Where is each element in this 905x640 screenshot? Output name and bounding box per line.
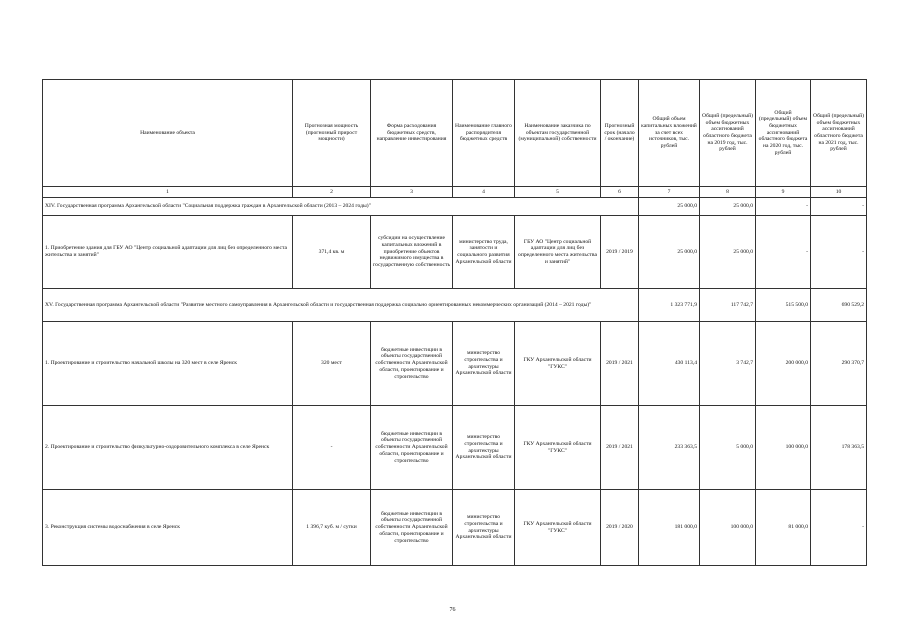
section-title: XV. Государственная программа Архангельской области "Развитие местного самоуправления в Архангельской области и государственная поддержка социально ориентированных некоммерческих организаций (2014 – 2021 годы)" bbox=[43, 289, 639, 322]
section-total: 1 323 771,9 bbox=[639, 289, 700, 322]
object-2020: 200 000,0 bbox=[756, 322, 811, 406]
table-row bbox=[43, 322, 867, 406]
section-row bbox=[43, 198, 867, 216]
object-spending-form: бюджетные инвестиции в объекты государственной собственности Архангельской области, проектирование и строительство bbox=[371, 490, 453, 566]
column-number: 2 bbox=[293, 187, 371, 198]
object-2020: 81 000,0 bbox=[756, 490, 811, 566]
object-spending-form: бюджетные инвестиции в объекты государственной собственности Архангельской области, проектирование и строительство bbox=[371, 406, 453, 490]
object-period: 2019 / 2021 bbox=[601, 406, 639, 490]
column-number: 10 bbox=[811, 187, 867, 198]
column-number: 6 bbox=[601, 187, 639, 198]
header-period: Прогнозный срок (начало / окончание) bbox=[601, 80, 639, 187]
object-2019: 25 000,0 bbox=[700, 216, 756, 289]
object-manager: министерство строительства и архитектуры Архангельской области bbox=[453, 322, 515, 406]
object-customer: ГКУ Архангельской области "ГУКС" bbox=[515, 406, 601, 490]
header-budget-2020: Общий (предельный) объем бюджетных ассигнований областного бюджета на 2020 год, тыс. рублей bbox=[756, 80, 811, 187]
header-total-investment: Общий объем капитальных вложений за счет всех источников, тыс. рублей bbox=[639, 80, 700, 187]
column-number: 9 bbox=[756, 187, 811, 198]
section-2019: 117 742,7 bbox=[700, 289, 756, 322]
object-total: 233 363,5 bbox=[639, 406, 700, 490]
header-capacity: Прогнозная мощность (прогнозный прирост мощности) bbox=[293, 80, 371, 187]
section-title: XIV. Государственная программа Архангельской области "Социальная поддержка граждан в Архангельской области (2013 – 2024 годы)" bbox=[43, 198, 639, 216]
object-2020: - bbox=[756, 216, 811, 289]
section-2021: 690 529,2 bbox=[811, 289, 867, 322]
header-budget-manager: Наименование главного распорядителя бюджетных средств bbox=[453, 80, 515, 187]
table-row bbox=[43, 490, 867, 566]
object-name: 3. Реконструкция системы водоснабжения в селе Яренск bbox=[43, 490, 293, 566]
section-total: 25 000,0 bbox=[639, 198, 700, 216]
section-2019: 25 000,0 bbox=[700, 198, 756, 216]
object-2021: 178 363,5 bbox=[811, 406, 867, 490]
object-2019: 3 742,7 bbox=[700, 322, 756, 406]
object-name: 1. Проектирование и строительство начальной школы на 320 мест в селе Яренск bbox=[43, 322, 293, 406]
header-customer: Наименование заказчика по объектам государственной (муниципальной) собственности bbox=[515, 80, 601, 187]
object-capacity: 371,4 кв. м bbox=[293, 216, 371, 289]
column-number: 8 bbox=[700, 187, 756, 198]
header-budget-2021: Общий (предельный) объем бюджетных ассигнований областного бюджета на 2021 год, тыс. рублей bbox=[811, 80, 867, 187]
object-2019: 100 000,0 bbox=[700, 490, 756, 566]
column-number: 5 bbox=[515, 187, 601, 198]
object-spending-form: субсидии на осуществление капитальных вложений в приобретение объектов недвижимого имущества в государственную собственность bbox=[371, 216, 453, 289]
object-2021: - bbox=[811, 216, 867, 289]
object-customer: ГКУ Архангельской области "ГУКС" bbox=[515, 490, 601, 566]
section-2020: - bbox=[756, 198, 811, 216]
header-row bbox=[43, 80, 867, 187]
table-row bbox=[43, 216, 867, 289]
object-name: 1. Приобретение здания для ГБУ АО "Центр социальной адаптации для лиц без определенного места жительства и занятий" bbox=[43, 216, 293, 289]
object-spending-form: бюджетные инвестиции в объекты государственной собственности Архангельской области, проектирование и строительство bbox=[371, 322, 453, 406]
section-2020: 515 500,0 bbox=[756, 289, 811, 322]
header-spending-form: Форма расходования бюджетных средств, направление инвестирования bbox=[371, 80, 453, 187]
object-customer: ГКУ Архангельской области "ГУКС" bbox=[515, 322, 601, 406]
header-budget-2019: Общий (предельный) объем бюджетных ассигнований областного бюджета на 2019 год, тыс. рублей bbox=[700, 80, 756, 187]
column-number-row bbox=[43, 187, 867, 198]
object-manager: министерство труда, занятости и социального развития Архангельской области bbox=[453, 216, 515, 289]
object-manager: министерство строительства и архитектуры Архангельской области bbox=[453, 406, 515, 490]
object-2021: 290 370,7 bbox=[811, 322, 867, 406]
page-number: 76 bbox=[449, 607, 456, 613]
object-name: 2. Проектирование и строительство физкультурно-оздоровительного комплекса в селе Яренск bbox=[43, 406, 293, 490]
section-2021: - bbox=[811, 198, 867, 216]
column-number: 1 bbox=[43, 187, 293, 198]
column-number: 4 bbox=[453, 187, 515, 198]
column-number: 7 bbox=[639, 187, 700, 198]
object-period: 2019 / 2020 bbox=[601, 490, 639, 566]
object-total: 25 000,0 bbox=[639, 216, 700, 289]
header-object-name: Наименование объекта bbox=[43, 80, 293, 187]
object-2021: - bbox=[811, 490, 867, 566]
section-row bbox=[43, 289, 867, 322]
object-2019: 5 000,0 bbox=[700, 406, 756, 490]
object-2020: 100 000,0 bbox=[756, 406, 811, 490]
object-capacity: 320 мест bbox=[293, 322, 371, 406]
investment-table bbox=[42, 79, 867, 566]
object-capacity: - bbox=[293, 406, 371, 490]
object-period: 2019 / 2019 bbox=[601, 216, 639, 289]
table-row bbox=[43, 406, 867, 490]
object-manager: министерство строительства и архитектуры Архангельской области bbox=[453, 490, 515, 566]
object-total: 181 000,0 bbox=[639, 490, 700, 566]
object-capacity: 1 396,7 куб. м / сутки bbox=[293, 490, 371, 566]
column-number: 3 bbox=[371, 187, 453, 198]
object-total: 430 113,4 bbox=[639, 322, 700, 406]
object-period: 2019 / 2021 bbox=[601, 322, 639, 406]
object-customer: ГБУ АО "Центр социальной адаптации для лиц без определенного места жительства и занятий" bbox=[515, 216, 601, 289]
